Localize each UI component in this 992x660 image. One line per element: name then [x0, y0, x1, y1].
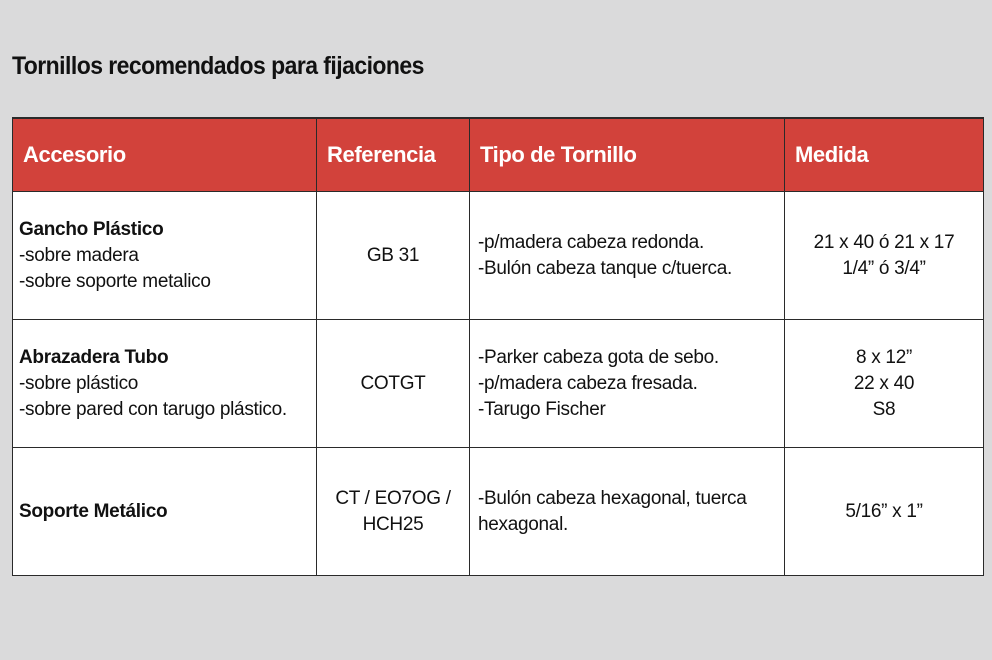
medida-line: S8	[872, 398, 896, 420]
header-medida: Medida	[785, 118, 984, 192]
cell-accesorio	[13, 192, 317, 320]
cell-tipo	[470, 448, 785, 576]
accesorio-name: Soporte Metálico	[19, 500, 168, 522]
table-row	[13, 192, 984, 320]
cell-referencia	[317, 192, 470, 320]
accesorio-detail: -sobre soporte metalico	[19, 270, 211, 292]
tipo-line: -Parker cabeza gota de sebo.	[478, 346, 719, 368]
accesorio-name: Gancho Plástico	[19, 218, 164, 240]
referencia-value: HCH25	[362, 513, 424, 535]
referencia-value: COTGT	[360, 372, 426, 394]
tipo-line: -p/madera cabeza fresada.	[478, 372, 698, 394]
accesorio-detail: -sobre plástico	[19, 372, 139, 394]
table-row	[13, 320, 984, 448]
cell-medida	[785, 192, 984, 320]
medida-line: 1/4” ó 3/4”	[842, 257, 926, 279]
tipo-line: -Bulón cabeza tanque c/tuerca.	[478, 257, 733, 279]
medida-line: 22 x 40	[853, 372, 915, 394]
tipo-line: hexagonal.	[478, 513, 568, 535]
cell-tipo	[470, 192, 785, 320]
header-tipo: Tipo de Tornillo	[470, 118, 785, 192]
cell-medida	[785, 320, 984, 448]
referencia-value: CT / EO7OG /	[335, 487, 451, 509]
screws-table	[12, 117, 984, 576]
cell-medida	[785, 448, 984, 576]
page-title: Tornillos recomendados para fijaciones	[12, 52, 424, 80]
header-accesorio: Accesorio	[13, 118, 317, 192]
accesorio-detail: -sobre madera	[19, 244, 139, 266]
cell-tipo	[470, 320, 785, 448]
accesorio-detail: -sobre pared con tarugo plástico.	[19, 398, 287, 420]
cell-referencia	[317, 320, 470, 448]
tipo-line: -p/madera cabeza redonda.	[478, 231, 704, 253]
medida-line: 8 x 12”	[856, 346, 912, 368]
medida-line: 5/16” x 1”	[845, 500, 923, 522]
header-referencia: Referencia	[317, 118, 470, 192]
table-row	[13, 448, 984, 576]
tipo-line: -Tarugo Fischer	[478, 398, 606, 420]
table-header-row	[13, 118, 984, 192]
referencia-value: GB 31	[366, 244, 420, 266]
cell-referencia	[317, 448, 470, 576]
cell-accesorio	[13, 448, 317, 576]
accesorio-name: Abrazadera Tubo	[19, 346, 169, 368]
medida-line: 21 x 40 ó 21 x 17	[813, 231, 955, 253]
cell-accesorio	[13, 320, 317, 448]
tipo-line: -Bulón cabeza hexagonal, tuerca	[478, 487, 747, 509]
